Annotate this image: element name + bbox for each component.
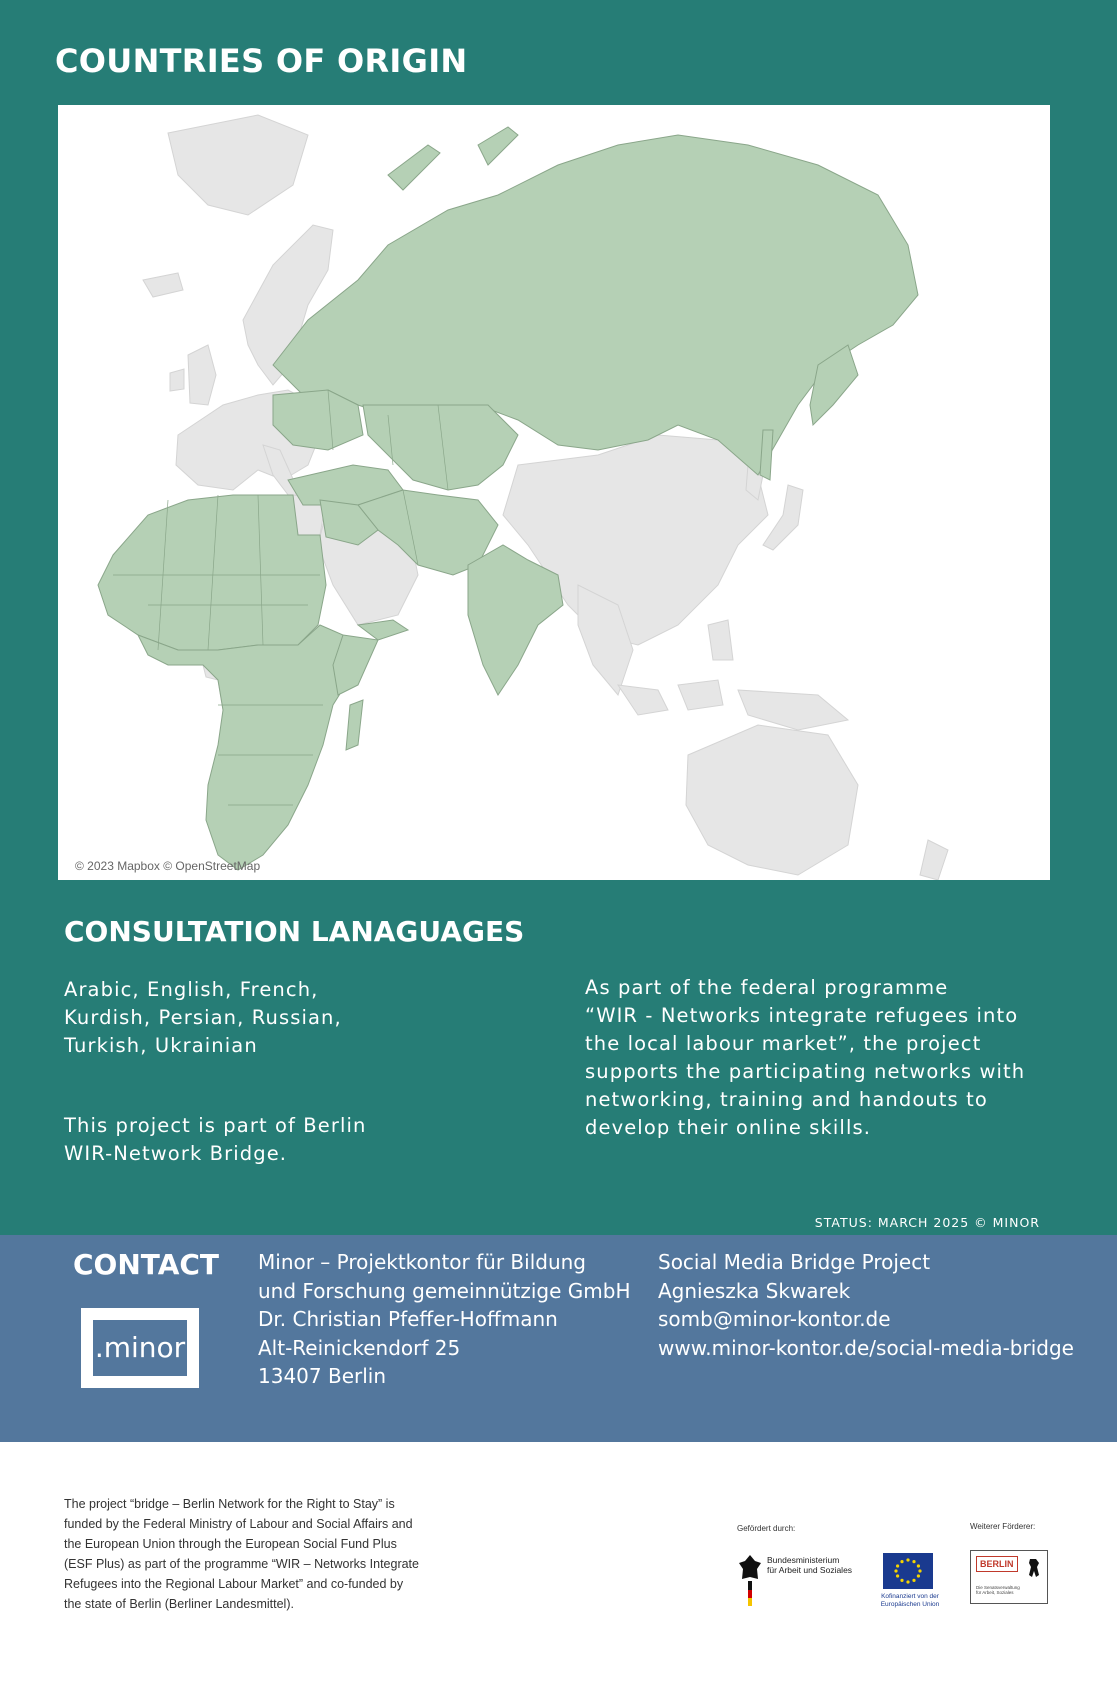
languages-line: Arabic, English, French, — [64, 978, 319, 1001]
map-canvas — [58, 105, 1050, 880]
programme-line: “WIR - Networks integrate refugees into — [585, 1004, 1019, 1027]
programme-line: the local labour market”, the project — [585, 1032, 982, 1055]
status-line: STATUS: MARCH 2025 © MINOR — [814, 1215, 1040, 1230]
eu-caption: Kofinanziert von der Europäischen Union — [880, 1593, 940, 1608]
languages-line: Kurdish, Persian, Russian, — [64, 1006, 342, 1029]
eu-stars-icon — [883, 1553, 933, 1589]
further-funding-label: Weiterer Förderer: — [970, 1522, 1036, 1531]
map-attribution[interactable]: © 2023 Mapbox © OpenStreetMap — [75, 859, 261, 873]
project-contact — [658, 1248, 1074, 1362]
funding-line: the European Union through the European Social Fund Plus — [64, 1537, 397, 1551]
berlin-subtitle: Die Senatsverwaltung für Arbeit, Soziales — [976, 1585, 1020, 1595]
minor-logo — [81, 1308, 199, 1388]
project-note — [64, 1112, 366, 1168]
languages-line: Turkish, Ukrainian — [64, 1034, 258, 1057]
languages-title: CONSULTATION LANAGUAGES — [64, 915, 525, 948]
federal-eagle-icon — [737, 1553, 763, 1607]
programme-line: networking, training and handouts to — [585, 1088, 988, 1111]
contact-email-link[interactable]: somb@minor-kontor.de — [658, 1307, 891, 1331]
origin-map[interactable] — [58, 105, 1050, 880]
address-line: Minor – Projektkontor für Bildung — [258, 1250, 586, 1274]
address-line: Dr. Christian Pfeffer-Hoffmann — [258, 1307, 558, 1331]
programme-description — [585, 974, 1025, 1142]
funding-line: (ESF Plus) as part of the programme “WIR – Networks Integrate — [64, 1557, 419, 1571]
eu-flag-icon — [883, 1553, 933, 1589]
languages-list — [64, 976, 342, 1060]
funding-line: the state of Berlin (Berliner Landesmittel). — [64, 1597, 294, 1611]
bmas-line: für Arbeit und Soziales — [767, 1565, 853, 1575]
funding-line: funded by the Federal Ministry of Labour and Social Affairs and — [64, 1517, 413, 1531]
berlin-logo — [970, 1550, 1048, 1604]
bmas-logo — [767, 1555, 852, 1575]
programme-line: As part of the federal programme — [585, 976, 949, 999]
funding-line: Refugees into the Regional Labour Market” and co-funded by — [64, 1577, 404, 1591]
project-website-link[interactable]: www.minor-kontor.de/social-media-bridge — [658, 1335, 1074, 1360]
project-name: Social Media Bridge Project — [658, 1250, 931, 1274]
address-line: Alt-Reinickendorf 25 — [258, 1335, 461, 1360]
minor-logo-text: .minor — [93, 1320, 187, 1376]
programme-line: supports the participating networks with — [585, 1060, 1026, 1083]
project-note-line: WIR-Network Bridge. — [64, 1142, 288, 1165]
bmas-line: Bundesministerium — [767, 1555, 840, 1565]
contact-title: CONTACT — [73, 1248, 220, 1281]
berlin-wordmark: BERLIN — [976, 1556, 1018, 1572]
address-line: 13407 Berlin — [258, 1364, 387, 1388]
programme-line: develop their online skills. — [585, 1116, 872, 1139]
funding-statement — [64, 1494, 464, 1614]
funding-line: The project “bridge – Berlin Network for the Right to Stay” is — [64, 1497, 395, 1511]
funded-by-label: Gefördert durch: — [737, 1524, 796, 1533]
contact-person: Agnieszka Skwarek — [658, 1278, 851, 1303]
address-line: und Forschung gemeinnützige GmbH — [258, 1278, 631, 1303]
organisation-address — [258, 1248, 631, 1391]
project-note-line: This project is part of Berlin — [64, 1114, 367, 1137]
berlin-bear-icon — [1027, 1557, 1041, 1579]
page-title: COUNTRIES OF ORIGIN — [55, 42, 468, 80]
